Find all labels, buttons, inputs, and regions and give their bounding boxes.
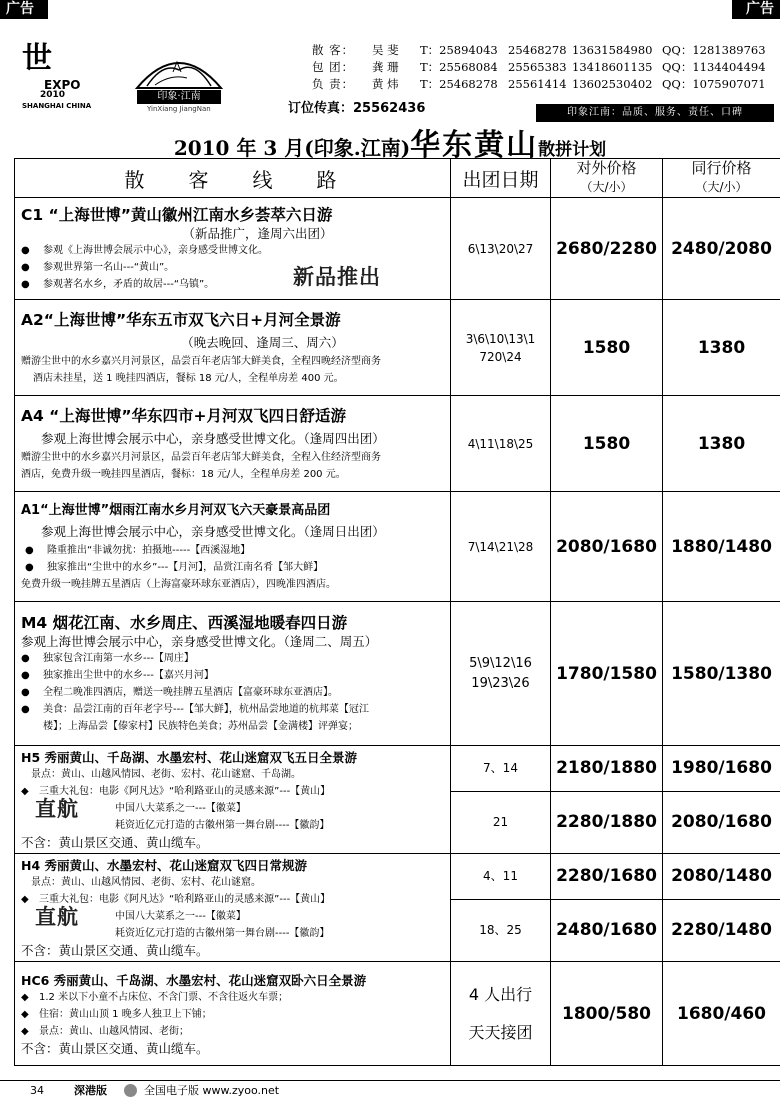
- contact-role: 散 客：: [312, 42, 372, 59]
- table-row: [15, 198, 780, 300]
- header-date: 出团日期: [451, 159, 551, 198]
- departure-dates: 4、11: [451, 854, 551, 900]
- peer-price: 1880/1480: [663, 492, 780, 602]
- brand-logo: [125, 52, 225, 116]
- date-line: 5\9\12\16: [451, 654, 550, 674]
- contact-mobile: 13631584980: [572, 42, 662, 59]
- public-price: 1800/580: [551, 962, 663, 1066]
- departure-dates: 7\14\21\28: [451, 492, 551, 602]
- contact-mobile: 13602530402: [572, 76, 662, 93]
- route-title: C1 “上海世博”黄山徽州江南水乡荟萃六日游: [21, 205, 444, 225]
- title-date: 2010 年 3 月(印象.江南): [174, 136, 410, 160]
- departure-dates: [451, 602, 551, 746]
- public-price: 2180/1880: [551, 746, 663, 792]
- route-highlight: ● 隆重推出“非诚勿扰：拍摄地-----【西溪湿地】: [21, 542, 444, 559]
- departure-dates: 18、25: [451, 899, 551, 961]
- route-hc6: [15, 962, 451, 1066]
- route-title: H4 秀丽黄山、水墨宏村、花山迷窟双飞四日常规游: [21, 857, 444, 874]
- route-gift: 中国八大菜系之一---【徽菜】: [21, 908, 444, 925]
- route-h4: [15, 854, 451, 962]
- publisher-logo-icon: [124, 1084, 137, 1097]
- contact-phone: 25561414: [508, 76, 572, 93]
- contact-phone: T：25468278: [420, 76, 508, 93]
- route-title: A4 “上海世博”华东四市+月河双飞四日舒适游: [21, 406, 444, 426]
- peer-price: 2080/1680: [663, 791, 780, 853]
- departure-dates: 4\11\18\25: [451, 396, 551, 492]
- brand-name: 印象·江南: [137, 90, 221, 104]
- route-highlight: ● 独家推出尘世中的水乡---【嘉兴月河】: [21, 667, 444, 684]
- route-exclusion: 不含：黄山景区交通、黄山缆车。: [21, 1040, 444, 1057]
- table-row: [15, 492, 780, 602]
- route-c1: [15, 198, 451, 300]
- date-line: 19\23\26: [451, 674, 550, 694]
- contact-mobile: 13418601135: [572, 59, 662, 76]
- route-subtitle: 参观上海世博会展示中心，亲身感受世博文化。（逢周四出团）: [21, 426, 444, 449]
- route-gift: 耗资近亿元打造的古徽州第一舞台剧----【徽韵】: [21, 817, 444, 834]
- contact-row: [312, 42, 762, 59]
- peer-price: 2080/1480: [663, 854, 780, 900]
- route-gift: ◆ 三重大礼包：电影《阿凡达》“哈利路亚山的灵感来源”---【黄山】: [21, 783, 444, 800]
- peer-price: 1980/1680: [663, 746, 780, 792]
- contact-role: 负 责：: [312, 76, 372, 93]
- route-detail: 楼】；上海品尝【傣家村】民族特色美食；苏州品尝【金满楼】评弹宴；: [21, 718, 444, 735]
- departure-dates: [451, 300, 551, 396]
- title-plan: 散拼计划: [538, 140, 606, 160]
- title-destination: 华东黄山: [410, 128, 538, 163]
- public-price: 2080/1680: [551, 492, 663, 602]
- website-link[interactable]: 全国电子版 www.zyoo.net: [144, 1082, 279, 1100]
- route-table: [14, 158, 780, 1066]
- route-item: ◆ 住宿：黄山山顶 1 晚多人独卫上下铺；: [21, 1006, 444, 1023]
- page-number: 34: [30, 1082, 44, 1100]
- header-peer-label: 同行价格: [663, 159, 780, 178]
- date-line: 4 人出行: [451, 976, 550, 1014]
- contact-qq: QQ：1134404494: [662, 59, 762, 76]
- route-spots: 景点：黄山、山越风情园、老街、宏村、花山谜窟、千岛湖。: [21, 766, 444, 783]
- contact-name: 龚 珊: [372, 59, 420, 76]
- route-detail: 酒店，免费升级一晚挂四星酒店，餐标：18 元/人，全程单房差 200 元。: [21, 466, 444, 483]
- public-price: 2480/1680: [551, 899, 663, 961]
- peer-price: 2280/1480: [663, 899, 780, 961]
- route-highlight: ● 独家包含江南第一水乡---【周庄】: [21, 650, 444, 667]
- header-peer-price: [663, 159, 780, 198]
- route-a2: [15, 300, 451, 396]
- expo-logo: [22, 44, 102, 114]
- table-row: [15, 602, 780, 746]
- table-row: [15, 854, 780, 900]
- table-row: [15, 962, 780, 1066]
- contact-role: 包 团：: [312, 59, 372, 76]
- header-public-label: 对外价格: [551, 159, 662, 178]
- route-exclusion: 不含：黄山景区交通、黄山缆车。: [21, 834, 444, 851]
- footer: [0, 1080, 780, 1101]
- public-price: 2280/1880: [551, 791, 663, 853]
- route-title: M4 烟花江南、水乡周庄、西溪湿地暖春四日游: [21, 613, 444, 633]
- contact-row: [312, 59, 762, 76]
- route-highlight: ● 参观《上海世博会展示中心》，亲身感受世博文化。: [21, 242, 444, 259]
- route-spots: 景点：黄山、山越风情园、老街、宏村、花山谜窟。: [21, 874, 444, 891]
- contact-phone: 25468278: [508, 42, 572, 59]
- route-subtitle: （新品推广，逢周六出团）: [21, 225, 444, 242]
- route-h5: [15, 746, 451, 854]
- header-peer-unit: （大/小）: [663, 178, 780, 197]
- peer-price: 1380: [663, 300, 780, 396]
- route-highlight: ● 独家推出“尘世中的水乡”---【月河】，品赏江南名肴【邹大鲜】: [21, 559, 444, 576]
- ad-label-right: 广告: [732, 0, 780, 19]
- route-detail: 赠游尘世中的水乡嘉兴月河景区，品尝百年老店邹大鲜美食，全程入住经济型商务: [21, 449, 444, 466]
- route-highlight: ● 全程二晚准四酒店，赠送一晚挂牌五星酒店【富豪环球东亚酒店】。: [21, 684, 444, 701]
- peer-price: 1380: [663, 396, 780, 492]
- header: [0, 20, 780, 120]
- public-price: 2280/1680: [551, 854, 663, 900]
- contact-phone: 25565383: [508, 59, 572, 76]
- route-title: HC6 秀丽黄山、千岛湖、水墨宏村、花山迷窟双卧六日全景游: [21, 972, 444, 989]
- date-line: 3\6\10\13\1: [451, 330, 550, 348]
- route-exclusion: 不含：黄山景区交通、黄山缆车。: [21, 942, 444, 959]
- contact-name: 吴 斐: [372, 42, 420, 59]
- table-row: [15, 396, 780, 492]
- route-title: H5 秀丽黄山、千岛湖、水墨宏村、花山迷窟双飞五日全景游: [21, 749, 444, 766]
- route-subtitle: 参观上海世博会展示中心，亲身感受世博文化。（逢周二、周五）: [21, 633, 444, 650]
- expo-year: 2010: [40, 90, 65, 100]
- route-a4: [15, 396, 451, 492]
- new-product-stamp: 新品推出: [293, 268, 381, 285]
- expo-mark: 世: [22, 44, 102, 74]
- brand-fan-icon: [133, 52, 225, 90]
- route-detail: 酒店未挂星，送 1 晚挂四酒店，餐标 18 元/人，全程单房差 400 元。: [21, 370, 444, 387]
- route-gift: 耗资近亿元打造的古徽州第一舞台剧----【徽韵】: [21, 925, 444, 942]
- contact-qq: QQ：1281389763: [662, 42, 762, 59]
- ad-label-left: 广告: [0, 0, 48, 19]
- route-item: ◆ 1.2 米以下小童不占床位、不含门票、不含往返火车票；: [21, 989, 444, 1006]
- slogan-bar: 印象江南：品质、服务、责任、口碑: [536, 104, 774, 122]
- table-row: [15, 746, 780, 792]
- peer-price: 1580/1380: [663, 602, 780, 746]
- table-header: [15, 159, 780, 198]
- departure-dates: 6\13\20\27: [451, 198, 551, 300]
- contact-phone: T：25568084: [420, 59, 508, 76]
- route-detail: 免费升级一晚挂牌五星酒店（上海富豪环球东亚酒店），四晚准四酒店。: [21, 576, 444, 593]
- header-public-unit: （大/小）: [551, 178, 662, 197]
- date-line: 720\24: [451, 348, 550, 366]
- brand-pinyin: YinXiang JiangNan: [147, 105, 211, 113]
- route-highlight: ● 参观著名水乡，矛盾的故居---“乌镇”。: [21, 276, 444, 293]
- edition-label: 深港版: [74, 1082, 107, 1100]
- route-title: A1“上海世博”烟雨江南水乡月河双飞六天豪景高品团: [21, 502, 444, 519]
- header-public-price: [551, 159, 663, 198]
- route-m4: [15, 602, 451, 746]
- route-gift: ◆ 三重大礼包：电影《阿凡达》“哈利路亚山的灵感来源”---【黄山】: [21, 891, 444, 908]
- route-gift: 中国八大菜系之一---【徽菜】: [21, 800, 444, 817]
- contact-name: 黄 炜: [372, 76, 420, 93]
- route-highlight: ● 美食：品尝江南的百年老字号---【邹大鲜】，杭州品尝地道的杭邦菜【冠江: [21, 701, 444, 718]
- expo-text: EXPO: [44, 78, 80, 92]
- contact-row: [312, 76, 762, 93]
- peer-price: 2480/2080: [663, 198, 780, 300]
- contact-list: [312, 42, 762, 93]
- direct-flight-stamp: 直航: [35, 800, 79, 817]
- direct-flight-stamp: 直航: [35, 908, 79, 925]
- date-line: 天天接团: [451, 1014, 550, 1052]
- route-detail: 赠游尘世中的水乡嘉兴月河景区，品尝百年老店邹大鲜美食，全程四晚经济型商务: [21, 353, 444, 370]
- public-price: 1780/1580: [551, 602, 663, 746]
- route-item: ◆ 景点：黄山、山越风情园、老街；: [21, 1023, 444, 1040]
- departure-dates: 21: [451, 791, 551, 853]
- expo-city: SHANGHAI CHINA: [22, 102, 91, 110]
- route-title: A2“上海世博”华东五市双飞六日+月河全景游: [21, 310, 444, 330]
- departure-dates: [451, 962, 551, 1066]
- route-a1: [15, 492, 451, 602]
- route-subtitle: （晚去晚回、逢周三、周六）: [21, 330, 444, 353]
- public-price: 1580: [551, 300, 663, 396]
- route-subtitle: 参观上海世博会展示中心，亲身感受世博文化。（逢周日出团）: [21, 519, 444, 542]
- peer-price: 1680/460: [663, 962, 780, 1066]
- contact-phone: T：25894043: [420, 42, 508, 59]
- contact-qq: QQ：1075907071: [662, 76, 762, 93]
- departure-dates: 7、14: [451, 746, 551, 792]
- header-route: 散客线路: [15, 159, 451, 198]
- table-row: [15, 300, 780, 396]
- public-price: 2680/2280: [551, 198, 663, 300]
- public-price: 1580: [551, 396, 663, 492]
- route-highlight: ● 参观世界第一名山---“黄山”。: [21, 259, 444, 276]
- booking-fax: 订位传真：25562436: [288, 97, 425, 116]
